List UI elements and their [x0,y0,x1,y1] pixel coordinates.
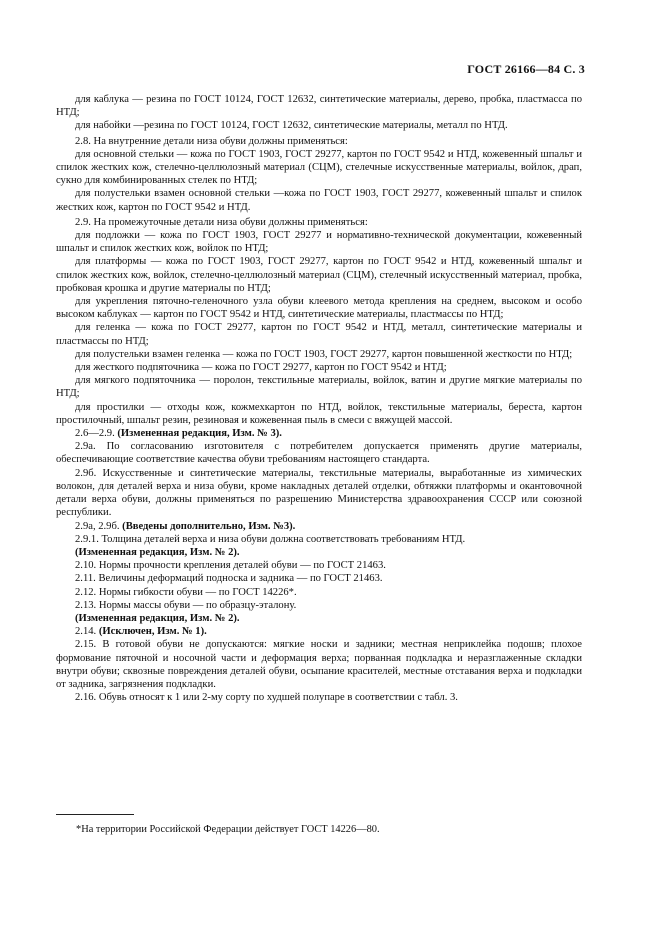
paragraph: для основной стельки — кожа по ГОСТ 1903, ГОСТ 29277, картон по ГОСТ 9542 и НТД, кожевенный шпальт и спилок жестких кож, стелечно-целлюлозный материал (СЦМ), стелечные искусственные материалы, войлок, драп, сукно для комбинированных стелек по НТД; [56,148,582,187]
paragraph: для подложки — кожа по ГОСТ 1903, ГОСТ 29277 и нормативно-технической документации, кожевенный шпальт и спилок жестких кож, войлок по НТД; [56,230,582,255]
paragraph: 2.11. Величины деформаций подноска и задника — по ГОСТ 21463. [75,573,383,585]
amendment-note: (Измененная редакция, Изм. № 3). [117,428,282,440]
paragraph: для набойки —резина по ГОСТ 10124, ГОСТ 12632, синтетические материалы, металл по НТД. [75,120,508,132]
footnote: *На территории Российской Федерации действует ГОСТ 14226—80. [76,824,380,835]
footnote-divider [56,814,134,815]
paragraph: 2.15. В готовой обуви не допускаются: мягкие носки и задники; местная неприклейка подошв; плохое формование пяточной и носочной части и деформация верха; порванная подкладка и неразглаженные складки внутри обуви; сквозные повреждения деталей обуви, осыпание красителей, местные отставания верха и подкладки от задника, загрязнения подкладки. [56,639,582,690]
amendment-note: (Измененная редакция, Изм. № 2). [75,546,240,558]
amendment-note: (Введены дополнительно, Изм. №3). [122,520,296,532]
amendment-note: (Измененная редакция, Изм. № 2). [75,612,240,624]
paragraph: для полустельки взамен основной стельки —кожа по ГОСТ 1903, ГОСТ 29277, кожевенный шпальт и спилок жестких кож, картон по ГОСТ 9542 и НТД. [56,188,582,213]
paragraph: 2.9.1. Толщина деталей верха и низа обуви должна соответствовать требованиям НТД. [75,533,466,545]
paragraph [56,612,582,625]
paragraph: для каблука — резина по ГОСТ 10124, ГОСТ 12632, синтетические материалы, дерево, пробка, пластмасса по НТД; [56,94,582,119]
paragraph-prefix: 2.9а, 2.9б. [75,520,123,532]
paragraph: 2.9а. По согласованию изготовителя с потребителем допускается применять другие материалы, обеспечивающие соответствие качества обуви требованиям настоящего стандарта. [56,441,582,466]
page-header: ГОСТ 26166—84 С. 3 [467,62,585,76]
paragraph: 2.13. Нормы массы обуви — по образцу-эталону. [75,599,297,611]
paragraph: 2.9б. Искусственные и синтетические материалы, текстильные материалы, выработанные из химических волокон, для деталей верха и низа обуви, кроме накладных деталей отделки, обтяжки платформы и окантовочной детали верха обуви, должны применяться по разрешению Министерства здравоохранения СССР или союзной республики. [56,467,582,519]
paragraph: для укрепления пяточно-геленочного узла обуви клеевого метода крепления на среднем, высоком и особо высоком каблуках — картон по ГОСТ 9542 и НТД, синтетические материалы, пластмассы по НТД; [56,296,582,321]
paragraph: для мягкого подпяточника — поролон, текстильные материалы, войлок, ватин и другие мягкие материалы по НТД; [56,375,582,400]
paragraph: 2.10. Нормы прочности крепления деталей обуви — по ГОСТ 21463. [75,560,386,572]
paragraph [56,546,582,559]
paragraph: для платформы — кожа по ГОСТ 1903, ГОСТ 29277, картон по ГОСТ 9542 и НТД, кожевенный шпальт и спилок жестких кож, войлок, стелечно-целлюлозный материал (СЦМ), стелечный искусственный материал, пробка, пробковая крошка и другие материалы по НТД; [56,256,582,294]
paragraph-prefix: 2.14. [75,626,99,638]
paragraph: 2.8. На внутренние детали низа обуви должны применяться: [75,135,348,147]
paragraph: 2.9. На промежуточные детали низа обуви должны применяться: [75,216,368,228]
paragraph-prefix: 2.6—2.9. [75,428,118,440]
paragraph [56,427,582,440]
document-body [56,93,582,704]
paragraph [56,520,582,533]
paragraph: 2.16. Обувь относят к 1 или 2-му сорту по худшей полупаре в соответствии с табл. 3. [75,692,458,704]
paragraph [56,625,582,638]
paragraph: для геленка — кожа по ГОСТ 29277, картон по ГОСТ 9542 и НТД, металл, синтетические материалы и пластмассы по НТД; [56,322,582,347]
paragraph: для полустельки взамен геленка — кожа по ГОСТ 1903, ГОСТ 29277, картон повышенной жесткости по НТД; [75,348,573,360]
paragraph: для жесткого подпяточника — кожа по ГОСТ 29277, картон по ГОСТ 9542 и НТД; [75,362,447,374]
paragraph: 2.12. Нормы гибкости обуви — по ГОСТ 14226*. [75,586,297,598]
amendment-note: (Исключен, Изм. № 1). [98,626,207,638]
paragraph: для простилки — отходы кож, кожмехкартон по НТД, войлок, текстильные материалы, береста, картон простилочный, шпальт резин, резиновая и кожевенная пыль в смеси с вяжущей массой. [56,401,582,426]
